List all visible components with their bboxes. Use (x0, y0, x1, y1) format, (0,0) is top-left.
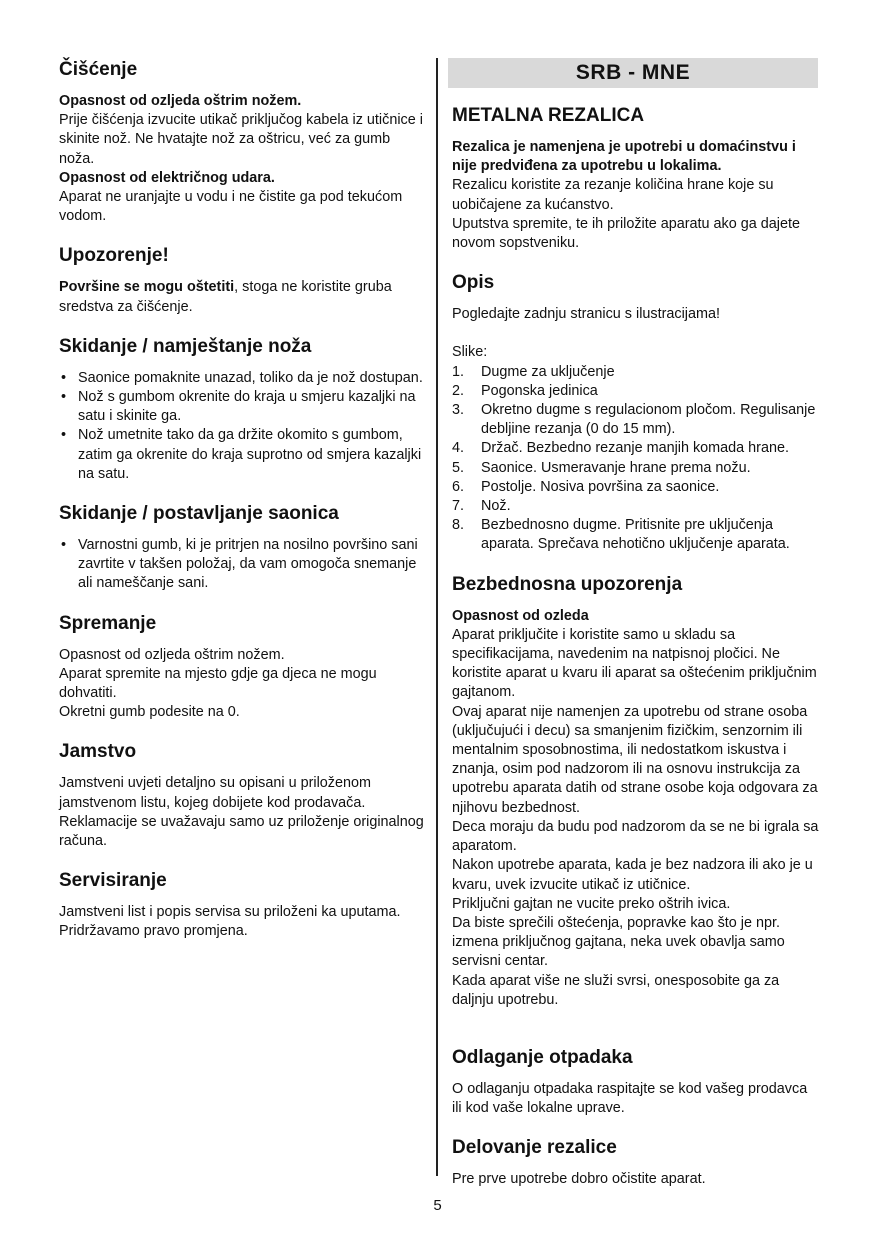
item-text: Okretno dugme s regulacionom pločom. Regulisanje debljine rezanja (0 do 15 mm). (481, 402, 816, 438)
list-item: • Varnostni gumb, ki je pritrjen na nosilno površino sani zavrtite v takšen položaj, da vam omogoča snemanje ali nameščanje sani. (59, 536, 424, 594)
list-item (452, 439, 820, 458)
section-title: Upozorenje! (59, 245, 169, 267)
item-number: 4. (452, 440, 465, 457)
item-number: 3. (452, 402, 465, 419)
item-number: 2. (452, 382, 465, 399)
item-text: Pogonska jedinica (481, 382, 598, 399)
language-banner: SRB - MNE (448, 58, 818, 88)
page-number: 5 (433, 1197, 442, 1214)
section-title: Delovanje rezalice (452, 1137, 617, 1159)
paragraph: Aparat priključite i koristite samo u skladu sa specifikacijama, navedenim na natpisnoj pločici. Ne koristite aparat u kvaru ili aparat sa oštećenim priključnim gajtanom. (452, 626, 817, 701)
list-item: • Nož umetnite tako da ga držite okomito s gumbom, zatim ga okrenite do kraja suprotno od smjera kazaljki na satu. (59, 426, 424, 484)
paragraph: Jamstveni uvjeti detaljno su opisani u priloženom jamstvenom listu, kojeg dobijete kod prodavača. Reklamacije se uvažavaju samo uz priloženje originalnog računa. (59, 775, 424, 850)
paragraph: Opasnost od ozljeda oštrim nožem. (59, 646, 285, 663)
paragraph: Aparat ne uranjajte u vodu i ne čistite ga pod tekućom vodom. (59, 189, 403, 225)
column-divider (436, 58, 438, 1176)
section-title: Jamstvo (59, 741, 137, 763)
item-number: 6. (452, 478, 465, 495)
section-title: Bezbednosna upozorenja (452, 573, 683, 595)
paragraph: Prije čišćenja izvucite utikač priključog kabela iz utičnice i skinite nož. Ne hvatajte nož za oštricu, već za gumb noža. (59, 112, 423, 167)
section-skidanje-noza (59, 335, 424, 484)
item-number: 1. (452, 363, 465, 380)
figures-label: Slike: (452, 344, 488, 361)
list-item (452, 478, 820, 497)
warning-heading: Opasnost od električnog udara. (59, 169, 275, 186)
paragraph: Kada aparat više ne služi svrsi, onesposobite ga za daljnju upotrebu. (452, 972, 780, 1008)
subtitle: Opasnost od ozleda (452, 607, 589, 624)
left-column (59, 58, 424, 960)
item-text: Bezbednosno dugme. Pritisnite pre uključenja aparata. Sprečava nehotično uključenje aparata. (481, 517, 790, 553)
spacer (452, 324, 820, 343)
paragraph: Deca moraju da budu pod nadzorom da se ne bi igrala sa aparatom. (452, 818, 819, 855)
section-title: Servisiranje (59, 870, 167, 892)
list-item (452, 516, 820, 554)
section-skidanje-saonica (59, 502, 424, 594)
item-number: 8. (452, 517, 465, 534)
parts-list (452, 363, 820, 555)
paragraph: Pre prve upotrebe dobro očistite aparat. (452, 1171, 706, 1188)
paragraph: O odlaganju otpadaka raspitajte se kod vašeg prodavca ili kod vaše lokalne uprave. (452, 1080, 808, 1117)
paragraph: Jamstveni list i popis servisa su priloženi ka uputama. Pridržavamo pravo promjena. (59, 904, 401, 940)
section-servisiranje (59, 869, 424, 941)
section-delovanje (452, 1136, 820, 1189)
bullet-list (59, 536, 424, 594)
paragraph: Aparat spremite na mjesto gdje ga djeca ne mogu dohvatiti. (59, 665, 377, 702)
paragraph: Da biste sprečili oštećenja, popravke kao što je npr. izmena priključnog gajtana, neka uvek obavlja samo servisni centar. (452, 914, 785, 970)
section-title: METALNA REZALICA (452, 105, 645, 126)
section-title: Opis (452, 272, 495, 294)
paragraph (59, 278, 424, 316)
bold-phrase: Površine se mogu oštetiti (59, 279, 235, 296)
paragraph: Pogledajte zadnju stranicu s ilustracijama! (452, 306, 720, 323)
paragraph: Priključni gajtan ne vucite preko oštrih ivica. (452, 895, 731, 912)
section-title: Odlaganje otpadaka (452, 1046, 633, 1068)
paragraph: Nakon upotrebe aparata, kada je bez nadzora ili ako je u kvaru, uvek izvucite utikač iz utičnice. (452, 857, 813, 893)
section-upozorenje (59, 244, 424, 316)
section-jamstvo (59, 740, 424, 851)
list-item (452, 363, 820, 382)
list-item (452, 382, 820, 401)
section-spremanje (59, 612, 424, 723)
item-text: Dugme za uključenje (481, 363, 615, 380)
item-text: Držač. Bezbedno rezanje manjih komada hrane. (481, 440, 789, 457)
item-text: Saonice. Usmeravanje hrane prema nožu. (481, 459, 751, 476)
section-title: Skidanje / namještanje noža (59, 335, 312, 357)
right-column (452, 58, 820, 1208)
section-metalna-rezalica (452, 104, 820, 253)
section-bezbednosna-upozorenja (452, 573, 820, 1010)
list-item (452, 401, 820, 439)
item-number: 7. (452, 498, 465, 515)
section-odlaganje (452, 1046, 820, 1118)
list-item (452, 459, 820, 478)
section-ciscenje (59, 58, 424, 226)
list-item (452, 497, 820, 516)
paragraph: Rezalicu koristite za rezanje količina hrane koje su uobičajene za kućanstvo. (452, 177, 774, 213)
list-item: • Nož s gumbom okrenite do kraja u smjeru kazaljki na satu i skinite ga. (59, 388, 424, 426)
paragraph: Okretni gumb podesite na 0. (59, 704, 240, 721)
paragraph: Uputstva spremite, te ih priložite aparatu ako ga dajete novom sopstveniku. (452, 215, 800, 252)
section-title: Skidanje / postavljanje saonica (59, 503, 339, 525)
section-title: Spremanje (59, 612, 157, 634)
section-opis (452, 271, 820, 554)
warning-heading: Opasnost od ozljeda oštrim nožem. (59, 93, 302, 109)
item-text: Nož. (481, 498, 511, 515)
section-title: Čišćenje (59, 59, 138, 80)
item-text: Postolje. Nosiva površina za saonice. (481, 478, 720, 495)
list-item: • Saonice pomaknite unazad, toliko da je nož dostupan. (59, 369, 424, 388)
item-number: 5. (452, 459, 465, 476)
text-phrase: , stoga ne koristite gruba sredstva za čišćenje. (59, 279, 392, 315)
bullet-list (59, 369, 424, 484)
paragraph: Ovaj aparat nije namenjen za upotrebu od strane osoba (uključujući i decu) sa smanjenim fizičkim, senzornim ili mentalnim sposobnostima, ili nedostatkom iskustva i znanja, osim pod nadzorom ili na osnovu instrukcija za upotrebu aparata datih od strane osobe koja odgovara za njihovu bezbednost. (452, 703, 818, 816)
intro-bold: Rezalica je namenjena je upotrebi u domaćinstvu i nije predviđena za upotrebu u lokalima. (452, 139, 796, 175)
